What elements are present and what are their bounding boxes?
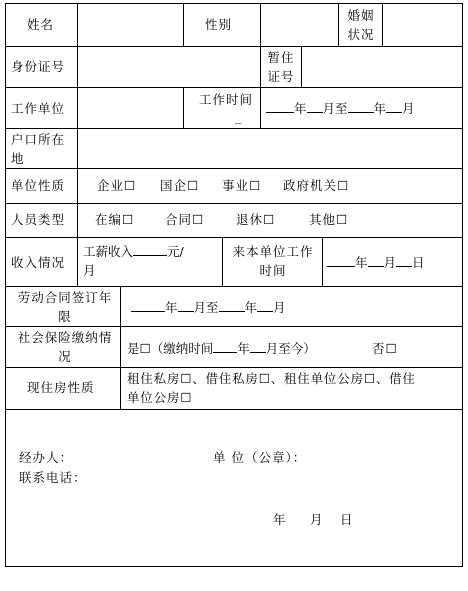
staff-type-contract[interactable]: 合同☐: [165, 212, 205, 227]
salary-income-unit: 月: [83, 263, 97, 278]
form-border-left: [5, 3, 6, 567]
row-divider: [5, 286, 463, 287]
contract-term-period: 年 月至 年 月: [131, 298, 286, 317]
cell-divider: [322, 237, 323, 287]
cell-divider: [120, 286, 121, 327]
salary-income: 工薪收入 元/: [83, 244, 184, 259]
local-work-time-label: 来本单位工作时间: [232, 244, 314, 278]
contract-term-label: 劳动合同签订年限: [17, 290, 113, 324]
unit-type-label: 单位性质: [11, 178, 66, 193]
income-label: 收入情况: [11, 255, 66, 270]
cell-divider: [77, 87, 78, 129]
row-divider: [5, 409, 463, 410]
staff-type-retired[interactable]: 退休☐: [236, 212, 276, 227]
staff-type-other[interactable]: 其他☐: [309, 212, 349, 227]
insurance-no-option[interactable]: 否☐: [372, 341, 398, 356]
row-divider: [5, 46, 463, 47]
cell-divider: [183, 3, 184, 47]
staff-type-permanent[interactable]: 在编☐: [95, 212, 135, 227]
staff-type-label: 人员类型: [11, 212, 66, 227]
gender-label: 性别: [205, 17, 233, 32]
sign-date-day: 日: [340, 512, 354, 527]
cell-divider: [77, 237, 78, 287]
row-divider: [5, 237, 463, 238]
row-divider: [5, 128, 463, 129]
cell-divider: [222, 237, 223, 287]
local-work-time-date: 年 月 日: [327, 253, 425, 272]
cell-divider: [77, 203, 78, 238]
insurance-label: 社会保险缴纳情况: [17, 330, 113, 364]
phone-label: 联系电话：: [19, 470, 87, 485]
cell-divider: [382, 3, 383, 47]
cell-divider: [338, 3, 339, 47]
form-border-top: [5, 3, 463, 4]
cell-divider: [301, 46, 302, 88]
cell-divider: [260, 46, 261, 88]
id-number-label: 身份证号: [11, 59, 66, 74]
name-label: 姓名: [27, 17, 55, 32]
unit-type-state-owned[interactable]: 国企☐: [160, 178, 200, 193]
hukou-label: 户口所在地: [11, 132, 66, 166]
cell-divider: [260, 3, 261, 47]
row-divider: [5, 367, 463, 368]
cell-divider: [77, 128, 78, 169]
cell-divider: [120, 326, 121, 368]
employer-label: 工作单位: [11, 101, 66, 116]
sign-date-year: 年: [273, 512, 287, 527]
row-divider: [5, 326, 463, 327]
housing-options-line1[interactable]: 租住私房☐、借住私房☐、租住单位公房☐、借住: [127, 371, 416, 386]
work-period: 年 月至 年 月: [266, 99, 415, 118]
unit-type-enterprise[interactable]: 企业☐: [97, 178, 137, 193]
temp-permit-label: 暂住证号: [267, 50, 295, 84]
form-border-bottom: [5, 566, 463, 567]
housing-application-form: [5, 3, 463, 567]
row-divider: [5, 203, 463, 204]
work-time-label: 工作时间: [199, 92, 254, 107]
cell-divider: [120, 367, 121, 410]
sign-date-month: 月: [310, 512, 324, 527]
marital-status-label: 婚姻状况: [347, 8, 375, 42]
housing-type-label: 现住房性质: [27, 380, 95, 395]
work-time-underscore: _: [235, 109, 243, 124]
unit-type-public-institution[interactable]: 事业☐: [222, 178, 262, 193]
cell-divider: [183, 87, 184, 129]
cell-divider: [77, 168, 78, 204]
unit-seal-label: 单 位（公章）：: [213, 450, 307, 465]
unit-type-government[interactable]: 政府机关☐: [283, 178, 350, 193]
housing-options-line2[interactable]: 单位公房☐: [127, 390, 193, 405]
row-divider: [5, 168, 463, 169]
row-divider: [5, 87, 463, 88]
form-border-right: [462, 3, 463, 567]
cell-divider: [260, 87, 261, 129]
cell-divider: [77, 46, 78, 88]
insurance-detail: 是☐（缴纳时间 年 月至今）: [127, 341, 316, 356]
cell-divider: [77, 3, 78, 47]
handler-label: 经办人：: [19, 450, 74, 465]
